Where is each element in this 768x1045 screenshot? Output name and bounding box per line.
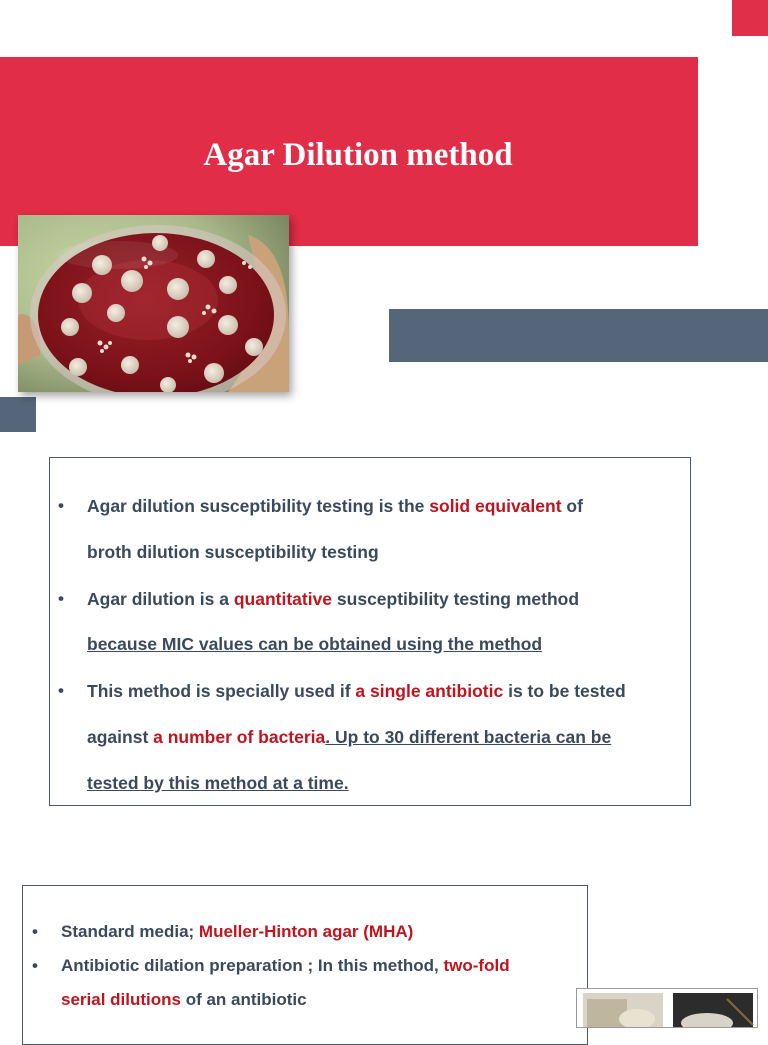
text-line: because MIC values can be obtained using the method bbox=[87, 634, 543, 654]
slide-title: Agar Dilution method bbox=[203, 136, 513, 173]
lab-photo-thumbnail bbox=[576, 988, 758, 1028]
decorative-bar bbox=[389, 309, 768, 362]
text-line: Standard media; Mueller-Hinton agar (MHA) bbox=[61, 922, 414, 941]
bullet: • bbox=[58, 681, 64, 700]
corner-accent bbox=[732, 0, 768, 36]
text-line: This method is specially used if a single antibiotic is to be tested bbox=[87, 681, 626, 701]
text-line: serial dilutions of an antibiotic bbox=[61, 990, 307, 1009]
bullet: • bbox=[58, 589, 64, 608]
bullet: • bbox=[32, 922, 38, 941]
text-line: tested by this method at a time. bbox=[87, 773, 349, 793]
bullet: • bbox=[32, 956, 38, 975]
text-line: against a number of bacteria. Up to 30 different bacteria can be bbox=[87, 727, 612, 747]
text-line: Agar dilution is a quantitative susceptibility testing method bbox=[87, 589, 580, 609]
text-line: Agar dilution susceptibility testing is the solid equivalent of bbox=[87, 496, 583, 516]
bullet: • bbox=[58, 496, 64, 515]
details-box bbox=[22, 885, 588, 1045]
text-line: Antibiotic dilation preparation ; In this method, two-fold bbox=[61, 956, 510, 975]
text-line: broth dilution susceptibility testing bbox=[87, 542, 379, 562]
decorative-square bbox=[0, 397, 36, 432]
agar-plate-photo bbox=[18, 215, 289, 392]
summary-box bbox=[49, 457, 691, 806]
